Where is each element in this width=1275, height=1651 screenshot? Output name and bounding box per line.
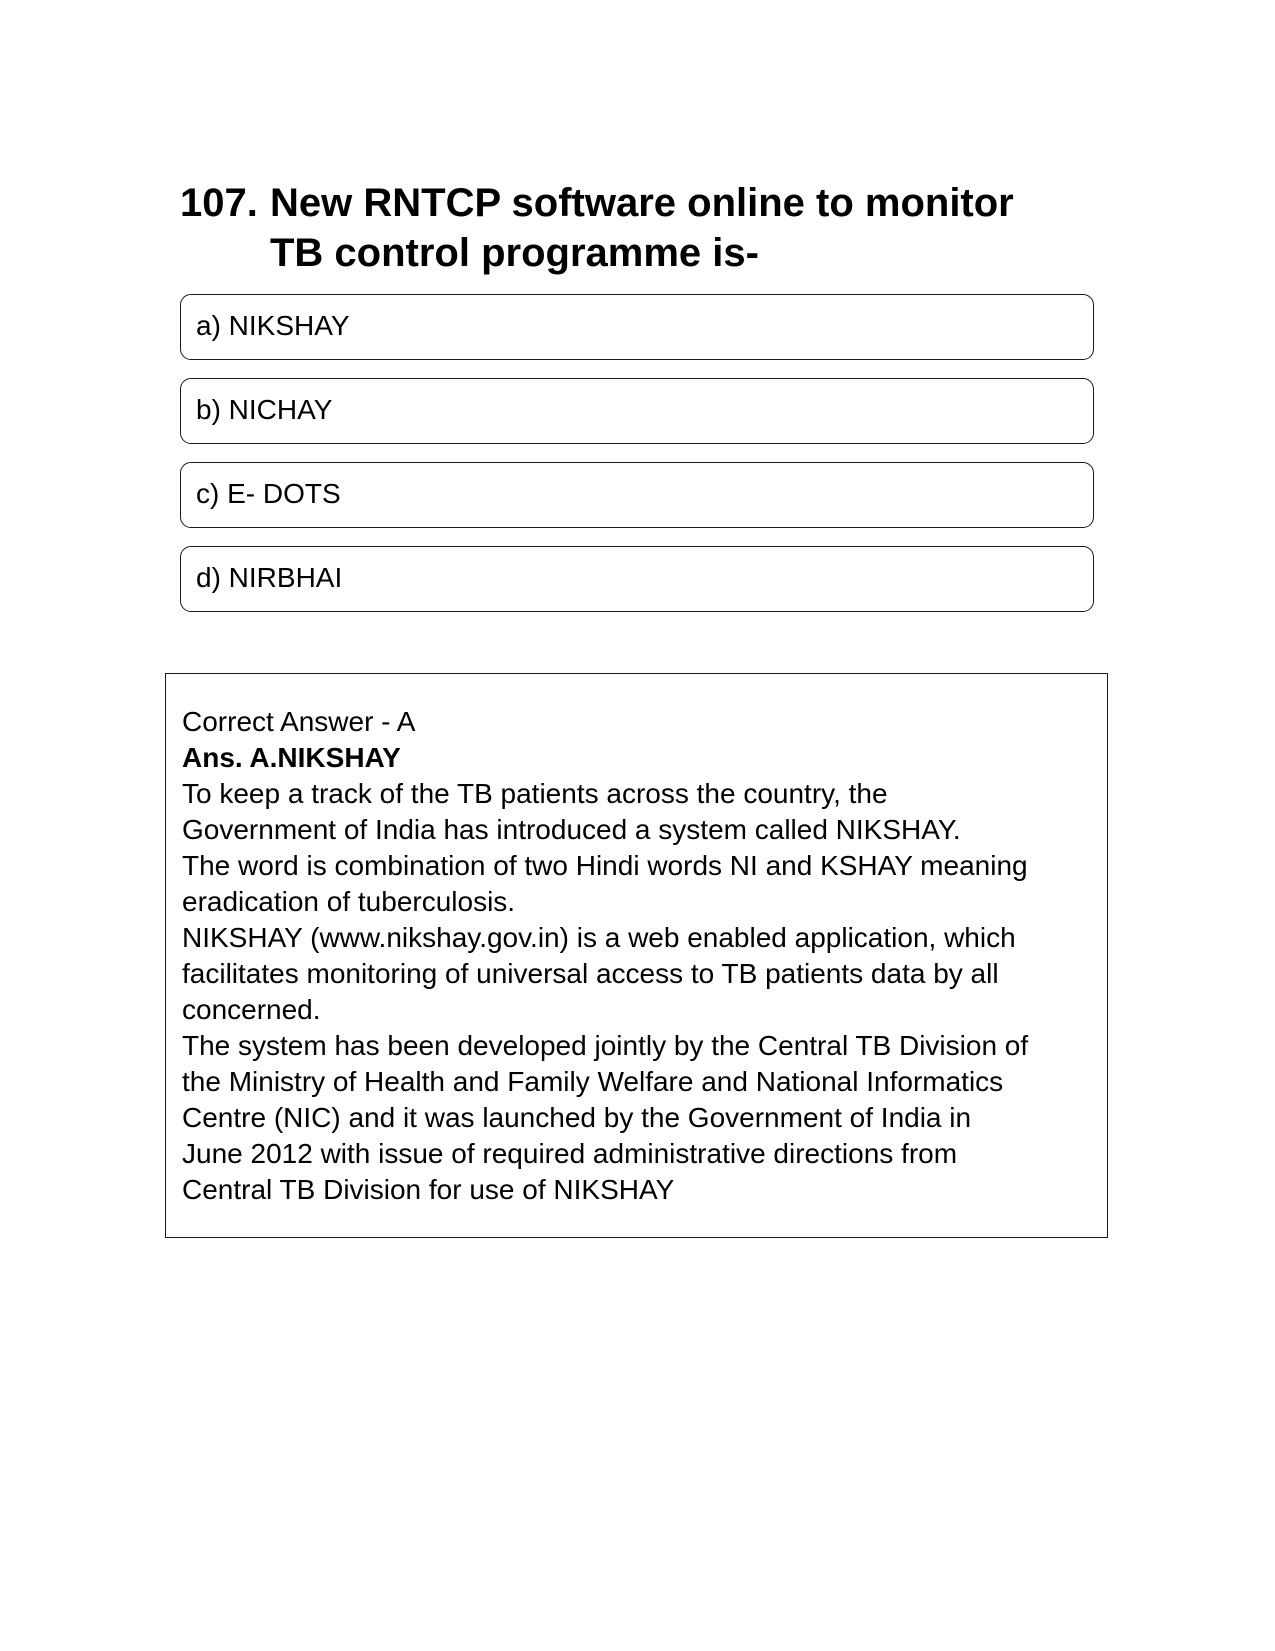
option-d[interactable]: d) NIRBHAI [180, 546, 1094, 612]
answer-heading: Ans. A.NIKSHAY [182, 742, 401, 773]
explanation-line: The system has been developed jointly by the Central TB Division of [182, 1030, 1029, 1061]
explanation-line: To keep a track of the TB patients across the country, the [182, 778, 888, 809]
explanation-line: eradication of tuberculosis. [182, 886, 516, 917]
explanation-line: NIKSHAY (www.nikshay.gov.in) is a web enabled application, which [182, 922, 1016, 953]
explanation-line: facilitates monitoring of universal access to TB patients data by all [182, 958, 999, 989]
option-b[interactable]: b) NICHAY [180, 378, 1094, 444]
explanation-line: Government of India has introduced a system called NIKSHAY. [182, 814, 961, 845]
question-number: 107. [180, 181, 258, 225]
question-text [270, 178, 1080, 278]
option-c[interactable]: c) E- DOTS [180, 462, 1094, 528]
question-text-line-2: TB control programme is- [270, 231, 759, 275]
question-text-line-1: New RNTCP software online to monitor [270, 181, 1014, 225]
explanation-line: The word is combination of two Hindi words NI and KSHAY meaning [182, 850, 1028, 881]
correct-answer-label: Correct Answer - A [182, 706, 416, 737]
explanation-line: Centre (NIC) and it was launched by the Government of India in [182, 1102, 972, 1133]
explanation-line: Central TB Division for use of NIKSHAY [182, 1174, 675, 1205]
option-a[interactable]: a) NIKSHAY [180, 294, 1094, 360]
explanation-line: the Ministry of Health and Family Welfare and National Informatics [182, 1066, 1004, 1097]
explanation-line: June 2012 with issue of required administrative directions from [182, 1138, 958, 1169]
explanation-line: concerned. [182, 994, 321, 1025]
question-heading [180, 178, 1080, 278]
answer-explanation-box [165, 673, 1108, 1238]
